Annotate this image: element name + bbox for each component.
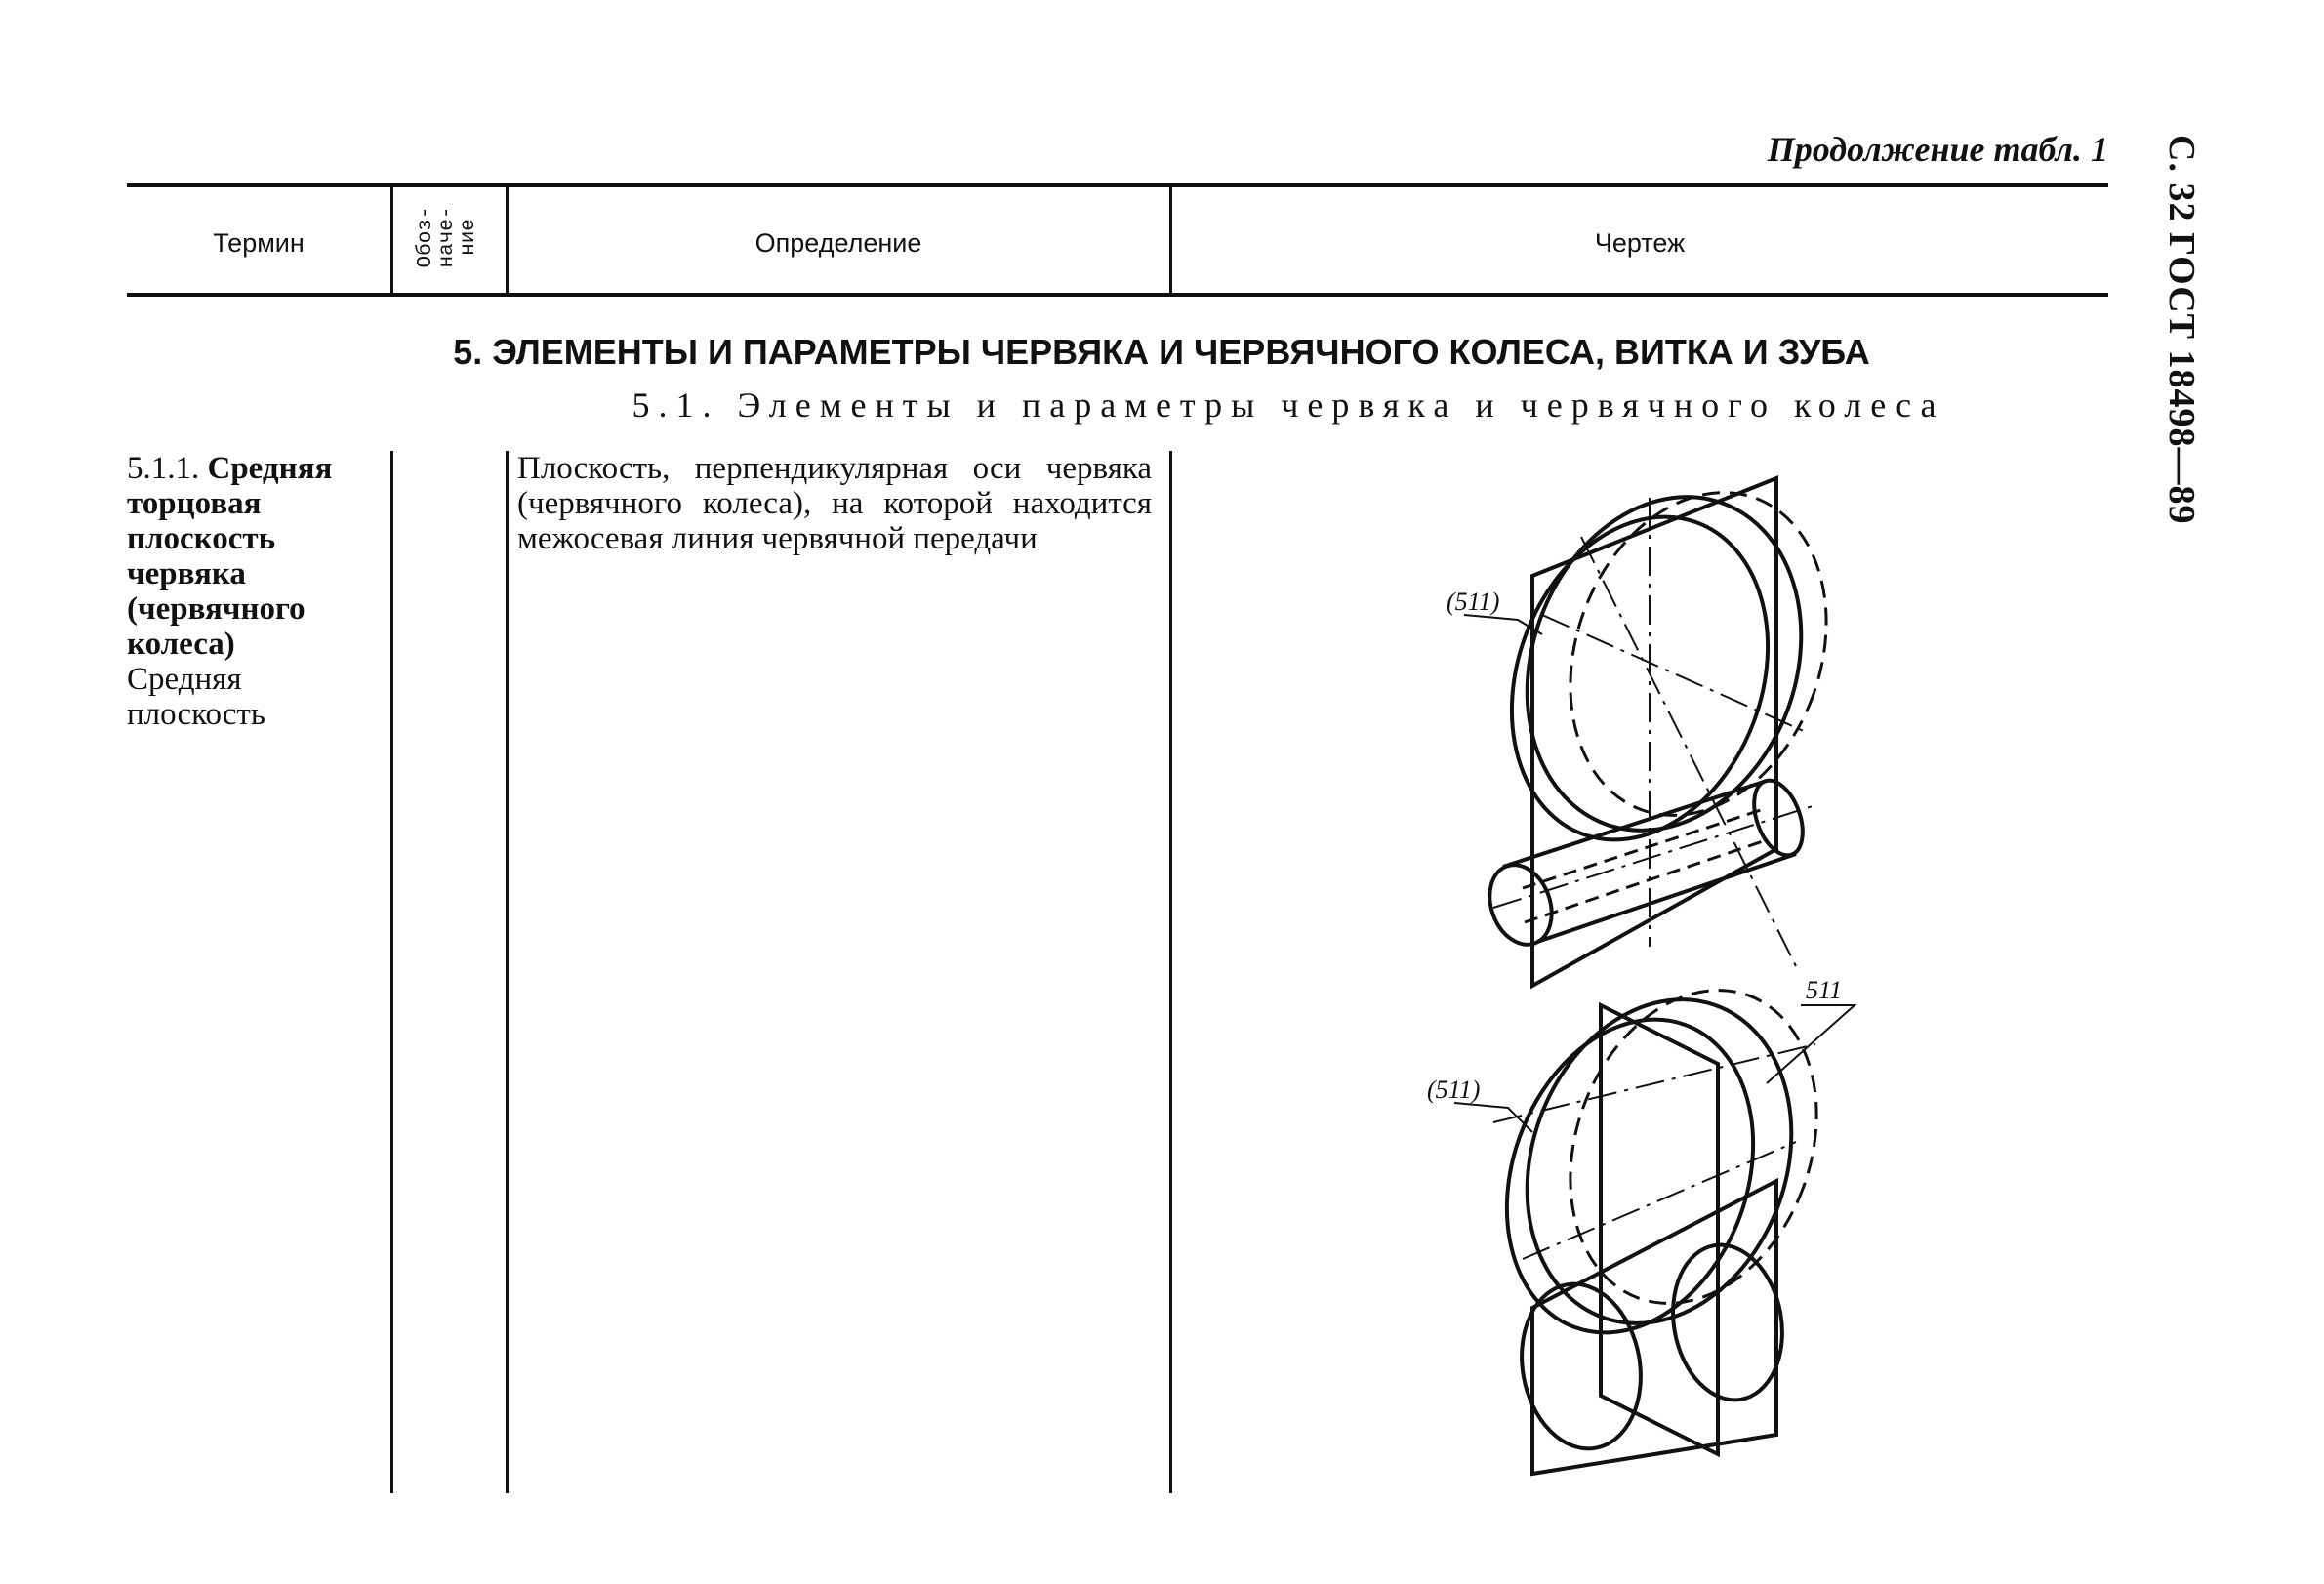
- continuation-label: Продолжение табл. 1: [1767, 130, 2108, 169]
- table-header-bottom-border: [127, 293, 2108, 297]
- header-terms: Термин: [213, 228, 305, 258]
- section-title: 5. ЭЛЕМЕНТЫ И ПАРАМЕТРЫ ЧЕРВЯКА И ЧЕРВЯЧНОГО КОЛЕСА, ВИТКА И ЗУБА: [453, 332, 1870, 372]
- term-bold: Средняя торцовая плоскость червяка (червячного колеса): [127, 451, 333, 662]
- term-cell: [127, 451, 361, 732]
- mid-plane-bottom-a: [1532, 1181, 1776, 1474]
- body-divider-1: [390, 451, 393, 1493]
- subsection-title: 5.1. Элементы и параметры червяка и червячного колеса: [632, 386, 1945, 425]
- drawing-label-bottom: 511: [1806, 976, 1843, 1004]
- header-designation: [394, 191, 502, 283]
- wheel-top-back: [1468, 480, 1811, 875]
- header-drawing: Чертеж: [1594, 228, 1686, 258]
- drawing-label-bottom-paren: (511): [1427, 1076, 1481, 1104]
- header-designation-text: Обоз- наче- ние: [415, 206, 480, 268]
- wheel-bottom-dashed: [1529, 955, 1858, 1338]
- drawing-label-top: (511): [1447, 588, 1500, 616]
- page-header-text: С. 32 ГОСТ 18498—89: [2161, 135, 2202, 525]
- header-divider-1: [390, 187, 393, 293]
- wheel-bottom-back: [1465, 985, 1795, 1367]
- worm-gear-drawing: [1171, 459, 2108, 1513]
- entry-number: 5.1.1.: [127, 451, 200, 486]
- definition-cell: Плоскость, перпендикулярная оси червяка (червячного колеса), на которой находится межосевая линия червячной передачи: [517, 451, 1152, 556]
- header-definition: Определение: [754, 228, 922, 258]
- wheel-top-front: [1482, 459, 1846, 870]
- wheel-top-dashed: [1527, 459, 1869, 852]
- term-synonym: Средняя плоскость: [127, 662, 265, 732]
- table-top-border: [127, 183, 2108, 187]
- worm-bottom-right: [1661, 1237, 1794, 1409]
- body-divider-2: [506, 451, 509, 1493]
